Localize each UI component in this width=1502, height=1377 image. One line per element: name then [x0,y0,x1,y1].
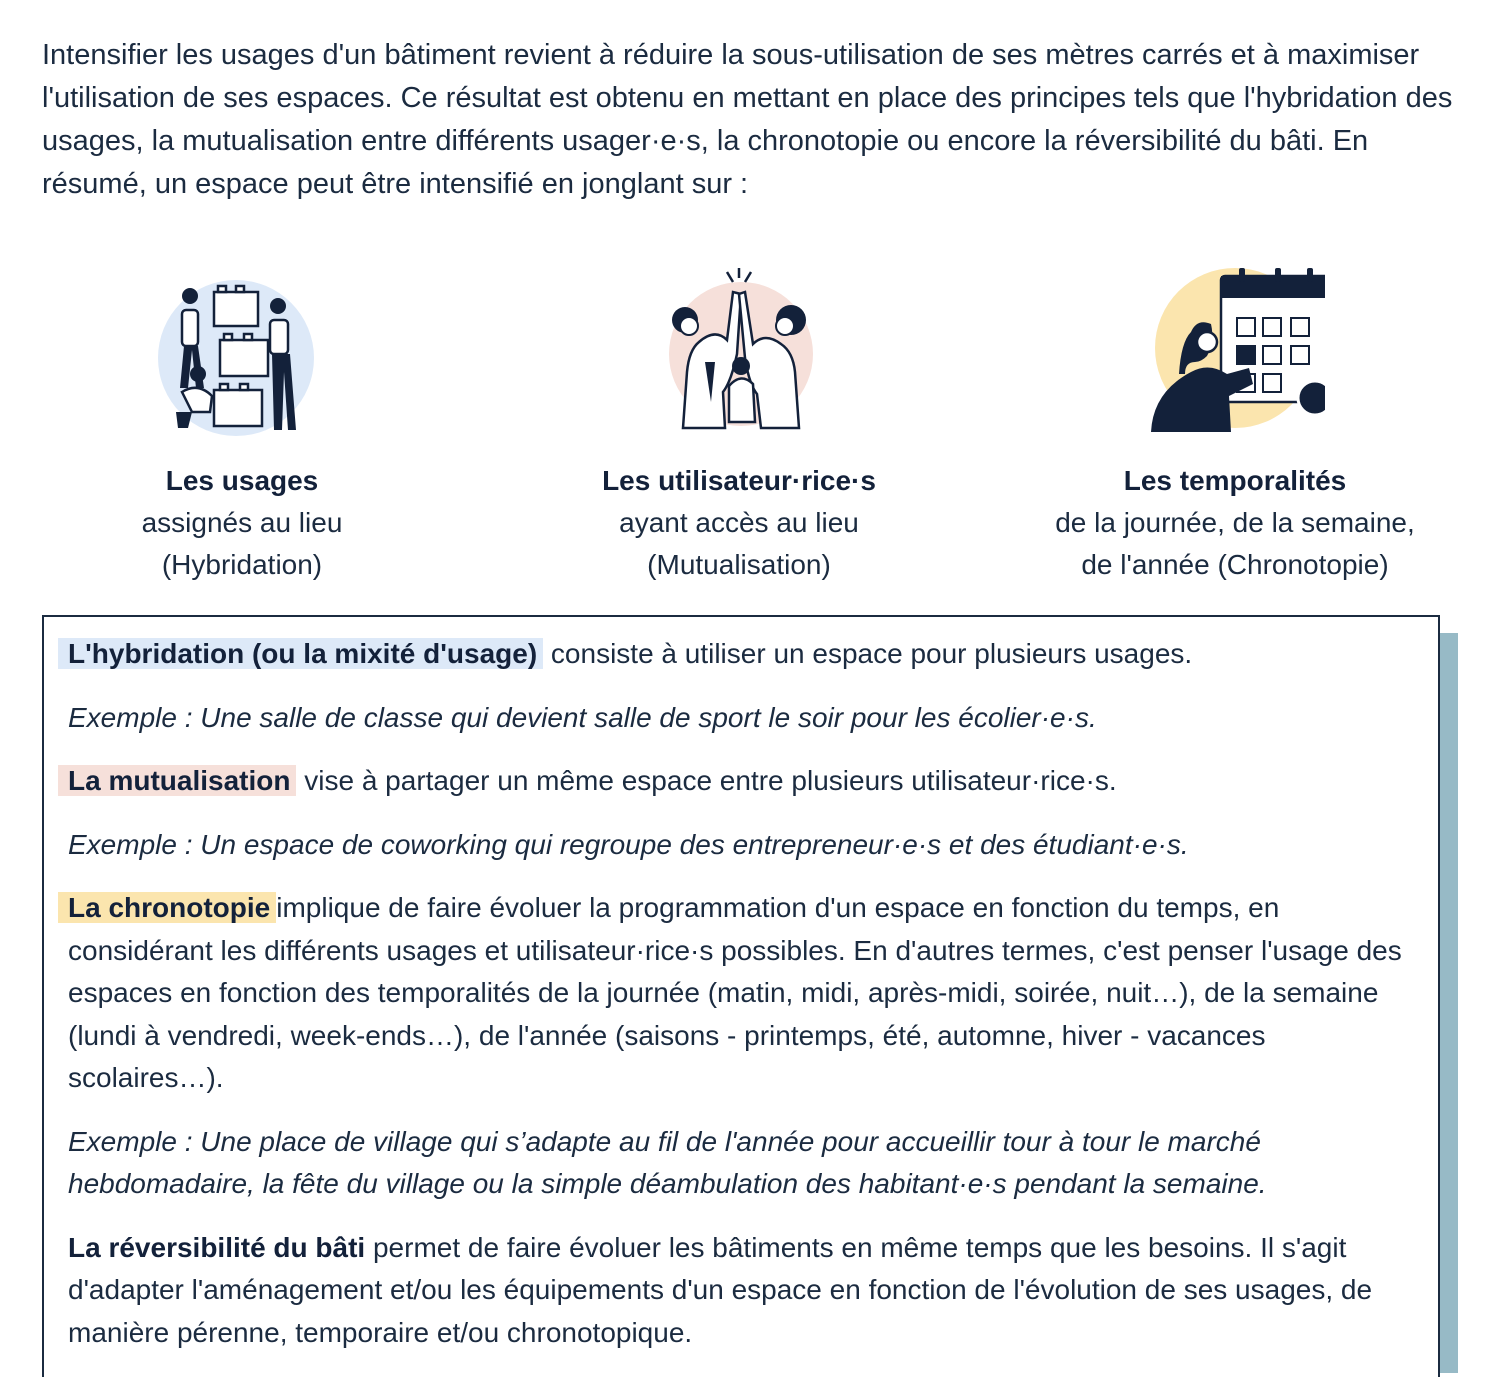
card-utilisateurs-line2: (Mutualisation) [647,549,831,580]
definition-reversibilite [68,1227,1418,1355]
definitions-box [42,615,1440,1377]
definition-chronotopie [68,887,1418,1100]
card-usages-title: Les usages [165,465,319,496]
card-temporalites [985,262,1485,586]
people-high-five-icon [649,262,829,442]
card-usages [0,262,492,586]
definition-hybridation-text: consiste à utiliser un espace pour plusieurs usages. [543,638,1193,669]
woman-calendar-icon [1145,262,1325,442]
definition-reversibilite-text: permet de faire évoluer les bâtiments en même temps que les besoins. Il s'agit d'adapter l'aménagement et/ou les équipements d'un espace en fonction de l'évolution de ses usages, de manière pérenne, temporaire et/ou chronotopique. [68,1231,1373,1348]
card-usages-line2: (Hybridation) [161,549,323,580]
term-hybridation: L'hybridation (ou la mixité d'usage) [58,638,543,669]
definitions-box-shadow [1438,633,1458,1373]
term-reversibilite: La réversibilité du bâti [68,1231,366,1263]
intro-paragraph: Intensifier les usages d'un bâtiment revient à réduire la sous-utilisation de ses mètres carrés et à maximiser l'utilisation de ses espaces. Ce résultat est obtenu en mettant en place des principes tels que l'hybridation des usages, la mutualisation entre différents usager·e·s, la chronotopie ou encore la réversibilité du bâti. En résumé, un espace peut être intensifié en jonglant sur : [42,39,1453,200]
definition-hybridation [68,633,1418,676]
principles-cards [0,262,1502,602]
card-utilisateurs-title: Les utilisateur·rice·s [602,465,876,496]
card-temporalites-line2: de l'année (Chronotopie) [1081,549,1389,580]
definition-mutualisation-text: vise à partager un même espace entre plusieurs utilisateur·rice·s. [296,765,1117,796]
definition-mutualisation [68,760,1418,803]
example-mutualisation: Exemple : Un espace de coworking qui regroupe des entrepreneur·e·s et des étudiant·e·s. [68,828,1189,860]
card-temporalites-line1: de la journée, de la semaine, [1055,507,1415,538]
term-mutualisation: La mutualisation [58,765,296,796]
card-temporalites-title: Les temporalités [1123,465,1347,496]
card-utilisateurs [489,262,989,586]
people-stacking-blocks-icon [152,262,332,442]
example-hybridation: Exemple : Une salle de classe qui devient salle de sport le soir pour les écolier·e·s. [68,701,1097,733]
card-utilisateurs-line1: ayant accès au lieu [619,507,859,538]
term-chronotopie: La chronotopie [58,892,276,923]
definition-chronotopie-text: implique de faire évoluer la programmation d'un espace en fonction du temps, en considérant les différents usages et utilisateur·rice·s possibles. En d'autres termes, c'est penser l'usage des espaces en fonction des temporalités de la journée (matin, midi, après-midi, soirée, nuit…), de la semaine (lundi à vendredi, week-ends…), de l'année (saisons - printemps, été, automne, hiver - vacances scolaires…). [68,892,1402,1093]
example-chronotopie: Exemple : Une place de village qui s’adapte au fil de l'année pour accueillir tour à tour le marché hebdomadaire, la fête du village ou la simple déambulation des habitant·e·s pendant la semaine. [68,1125,1267,1199]
card-usages-line1: assignés au lieu [141,507,343,538]
